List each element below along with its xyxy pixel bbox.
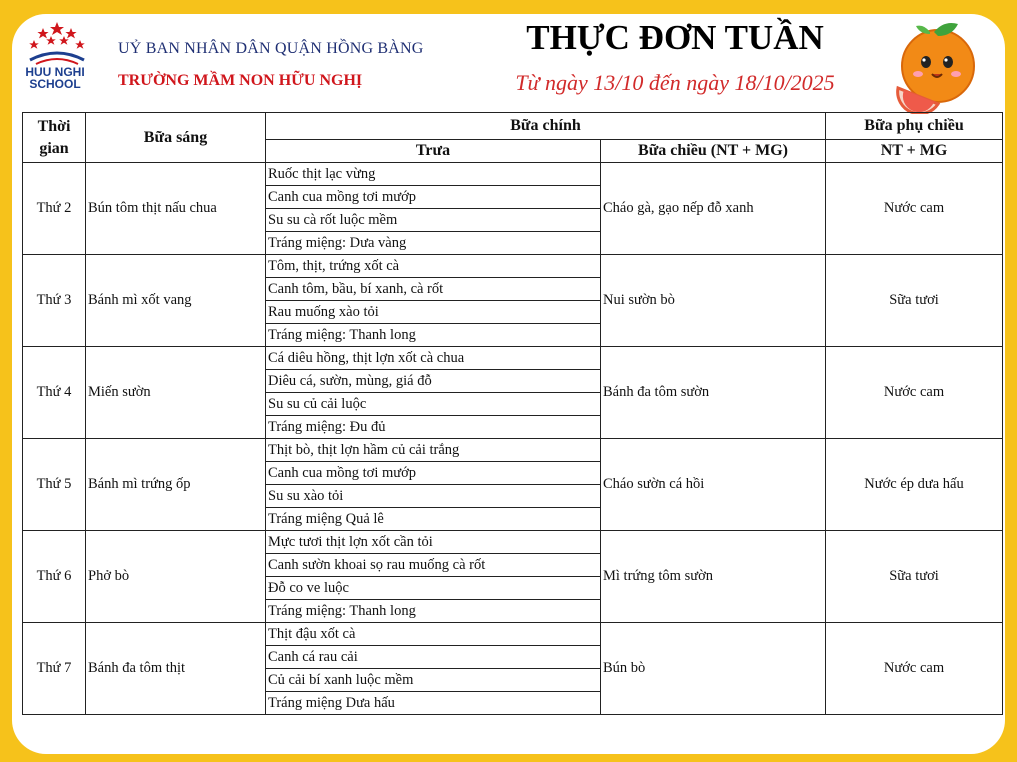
lunch-dish: Thịt bò, thịt lợn hầm củ cải trắng: [266, 439, 601, 462]
lunch-dish: Mực tươi thịt lợn xốt cần tỏi: [266, 531, 601, 554]
col-main-header: Bữa chính: [266, 113, 826, 140]
afternoon-cell: Bánh đa tôm sườn: [601, 347, 826, 439]
logo-text-top: HUU NGHI: [25, 65, 85, 79]
lunch-dish: Tôm, thịt, trứng xốt cà: [266, 255, 601, 278]
snack-cell: Nước cam: [826, 163, 1003, 255]
lunch-dish: Su su xào tỏi: [266, 485, 601, 508]
afternoon-cell: Cháo gà, gạo nếp đỗ xanh: [601, 163, 826, 255]
snack-cell: Sữa tươi: [826, 531, 1003, 623]
breakfast-cell: Phở bò: [86, 531, 266, 623]
lunch-dish: Rau muống xào tỏi: [266, 301, 601, 324]
lunch-dish: Đỗ co ve luộc: [266, 577, 601, 600]
breakfast-cell: Miến sườn: [86, 347, 266, 439]
logo-wordmark: [20, 66, 90, 90]
lunch-dish: Củ cải bí xanh luộc mềm: [266, 669, 601, 692]
lunch-dish: Thịt đậu xốt cà: [266, 623, 601, 646]
lunch-dish: Canh cá rau cải: [266, 646, 601, 669]
day-cell: Thứ 4: [23, 347, 86, 439]
afternoon-cell: Bún bò: [601, 623, 826, 715]
logo-text-bottom: SCHOOL: [29, 77, 81, 91]
table-row: [23, 255, 1003, 278]
afternoon-cell: Nui sườn bò: [601, 255, 826, 347]
table-row: [23, 347, 1003, 370]
snack-cell: Nước cam: [826, 623, 1003, 715]
weekly-menu-table: [22, 112, 1003, 715]
lunch-dish: Cá diêu hồng, thịt lợn xốt cà chua: [266, 347, 601, 370]
sub-lunch-header: Trưa: [266, 140, 601, 163]
lunch-dish: Canh sườn khoai sọ rau muống cà rốt: [266, 554, 601, 577]
lunch-dish: Canh tôm, bầu, bí xanh, cà rốt: [266, 278, 601, 301]
lunch-dish: Su su cà rốt luộc mềm: [266, 209, 601, 232]
snack-cell: Nước cam: [826, 347, 1003, 439]
lunch-dish: Canh cua mồng tơi mướp: [266, 186, 601, 209]
breakfast-cell: Bánh mì trứng ốp: [86, 439, 266, 531]
lunch-dish: Ruốc thịt lạc vừng: [266, 163, 601, 186]
afternoon-cell: Mì trứng tôm sườn: [601, 531, 826, 623]
page-title: THỰC ĐƠN TUẦN: [526, 18, 824, 57]
menu-sheet: [12, 14, 1005, 754]
snack-cell: Sữa tươi: [826, 255, 1003, 347]
col-snack-header: Bữa phụ chiều: [826, 113, 1003, 140]
col-breakfast-header: Bữa sáng: [86, 113, 266, 163]
sub-afternoon-header: Bữa chiều (NT + MG): [601, 140, 826, 163]
date-range: Từ ngày 13/10 đến ngày 18/10/2025: [515, 70, 835, 95]
lunch-dish: Tráng miệng: Dưa vàng: [266, 232, 601, 255]
lunch-dish: Tráng miệng Dưa hấu: [266, 692, 601, 715]
day-cell: Thứ 3: [23, 255, 86, 347]
table-row: [23, 531, 1003, 554]
snack-cell: Nước ép dưa hấu: [826, 439, 1003, 531]
lunch-dish: Su su củ cải luộc: [266, 393, 601, 416]
day-cell: Thứ 6: [23, 531, 86, 623]
breakfast-cell: Bánh mì xốt vang: [86, 255, 266, 347]
menu-body: [23, 163, 1003, 715]
breakfast-cell: Bún tôm thịt nấu chua: [86, 163, 266, 255]
orange-mascot-icon: [894, 18, 990, 114]
day-cell: Thứ 2: [23, 163, 86, 255]
lunch-dish: Tráng miệng: Thanh long: [266, 600, 601, 623]
lunch-dish: Canh cua mồng tơi mướp: [266, 462, 601, 485]
breakfast-cell: Bánh đa tôm thịt: [86, 623, 266, 715]
table-row: [23, 163, 1003, 186]
table-row: [23, 623, 1003, 646]
col-time-header: Thời gian: [23, 113, 86, 163]
table-row: [23, 439, 1003, 462]
lunch-dish: Diêu cá, sườn, mùng, giá đỗ: [266, 370, 601, 393]
sub-snack-header: NT + MG: [826, 140, 1003, 163]
gov-name: UỶ BAN NHÂN DÂN QUẬN HỒNG BÀNG: [118, 40, 424, 57]
lunch-dish: Tráng miệng: Thanh long: [266, 324, 601, 347]
school-name: TRƯỜNG MẦM NON HỮU NGHỊ: [118, 72, 363, 89]
day-cell: Thứ 7: [23, 623, 86, 715]
day-cell: Thứ 5: [23, 439, 86, 531]
afternoon-cell: Cháo sườn cá hồi: [601, 439, 826, 531]
lunch-dish: Tráng miệng Quả lê: [266, 508, 601, 531]
lunch-dish: Tráng miệng: Đu đủ: [266, 416, 601, 439]
